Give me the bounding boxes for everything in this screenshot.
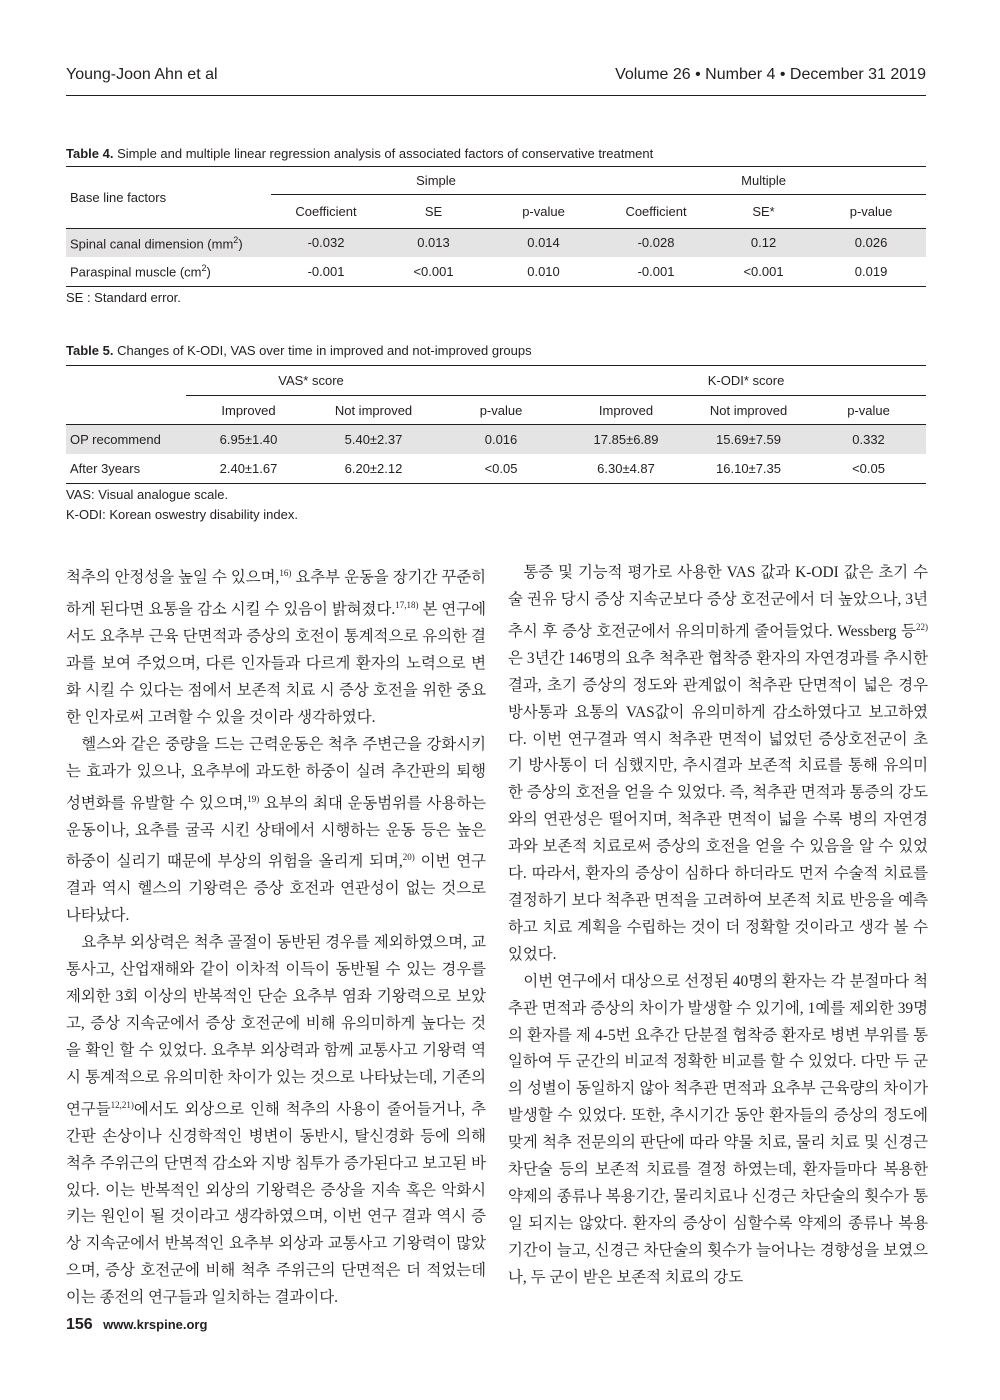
page-number: 156 xyxy=(66,1316,93,1333)
table-cell: 0.014 xyxy=(486,229,601,257)
table5-row-label: OP recommend xyxy=(66,425,186,454)
table-row xyxy=(66,425,926,454)
page-footer xyxy=(66,1316,207,1334)
table-cell: -0.032 xyxy=(271,229,381,257)
table4-col-header: SE xyxy=(381,195,486,229)
table4 xyxy=(66,166,926,287)
running-header-authors: Young-Joon Ahn et al xyxy=(66,66,218,83)
table-cell: 0.332 xyxy=(811,425,926,454)
table5-footnote: K-ODI: Korean oswestry disability index. xyxy=(66,507,298,522)
body-paragraph: 헬스와 같은 중량을 드는 근력운동은 척추 주변근을 강화시키는 효과가 있으나, 요추부에 과도한 하중이 실려 추간판의 퇴행성변화를 유발할 수 있으며,$^{19)}$ 요부의 최대 운동범위를 사용하는 운동이나, 요추를 굴곡 시킨 상태에서 시행하는 운동 등은 높은 하중이 실리기 때문에 부상의 위험을 올리게 되며,$^{20)}$ 이번 연구 결과 역시 헬스의 기왕력은 증상 호전과 연관성이 없는 것으로 나타났다. xyxy=(66,735,487,925)
table-cell: 0.026 xyxy=(816,229,926,257)
body-paragraph: 척추의 안정성을 높일 수 있으며,$^{16)}$ 요추부 운동을 장기간 꾸준히 하게 된다면 요통을 감소 시킬 수 있음이 밝혀졌다.$^{17,18)}$ 본 연구에서도 요추부 근육 단면적과 증상의 호전이 통계적으로 유의한 결과를 보여 주었으며, 다른 인자들과 다르게 환자의 노력으로 변화 시킬 수 있다는 점에서 보존적 치료 시 증상 호전을 위한 중요한 인자로써 고려할 수 있을 것이라 생각하였다. xyxy=(66,568,486,726)
table5-group-vas: VAS* score xyxy=(186,366,436,396)
table-cell: <0.001 xyxy=(711,257,816,287)
table4-footnote: SE : Standard error. xyxy=(66,290,181,305)
table-cell: 6.20±2.12 xyxy=(311,454,436,484)
header-divider xyxy=(66,95,926,96)
table-cell: 6.95±1.40 xyxy=(186,425,311,454)
table4-label: Table 4. xyxy=(66,146,114,161)
journal-website: www.krspine.org xyxy=(103,1317,208,1332)
table-cell: 17.85±6.89 xyxy=(566,425,686,454)
table4-col-header: SE* xyxy=(711,195,816,229)
running-header-journal-info: Volume 26 • Number 4 • December 31 2019 xyxy=(615,66,926,83)
body-paragraph: 이번 연구에서 대상으로 선정된 40명의 환자는 각 분절마다 척추관 면적과 증상의 차이가 발생할 수 있기에, 1예를 제외한 39명의 환자를 제 4-5번 요추간 단분절 협착증 환자로 병변 부위를 통일하여 두 군간의 비교적 정확한 비교를 할 수 있었다. 다만 두 군의 성별이 동일하지 않아 척추관 면적과 요추부 근육량의 차이가 발생할 수 있었다. 또한, 추시기간 동안 환자들의 증상의 정도에 맞게 척추 전문의의 판단에 따라 약물 치료, 물리 치료 및 신경근 차단술 등의 보존적 치료를 결정 하였는데, 환자들마다 복용한 약제의 종류나 복용기간, 물리치료나 신경근 차단술의 횟수가 통일 되지는 않았다. 환자의 증상이 심할수록 약제의 종류나 복용기간이 늘고, 신경근 차단술의 횟수가 늘어나는 경향성을 보였으나, 두 군이 받은 보존적 치료의 강도 xyxy=(508,972,928,1286)
table5-col-header: Not improved xyxy=(311,396,436,425)
table5-corner xyxy=(66,396,186,425)
table-cell: <0.05 xyxy=(436,454,566,484)
running-header xyxy=(66,62,926,90)
table-cell: 5.40±2.37 xyxy=(311,425,436,454)
table5-row-label: After 3years xyxy=(66,454,186,484)
table5-footnotes xyxy=(66,485,298,525)
body-left-column xyxy=(66,560,486,1312)
citation-ref: 22) xyxy=(916,621,928,632)
table4-row-label: Spinal canal dimension $(mm^2)$ xyxy=(66,229,271,257)
table5 xyxy=(66,365,926,484)
table4-col-header: Coefficient xyxy=(601,195,711,229)
table5-col-header: Not improved xyxy=(686,396,811,425)
body-paragraph: 통증 및 기능적 평가로 사용한 VAS 값과 K-ODI 값은 초기 수술 권유 당시 증상 지속군보다 증상 호전군에서 더 높았으나, 3년 추시 후 증상 호전군에서 유의미하게 줄어들었다. Wessberg 등$^{22)}$은 3년간 146명의 요추 척추관 협착증 환자의 자연경과를 추시한 결과, 초기 증상의 정도와 관계없이 척추관 단면적이 넓은 경우 방사통과 요통의 VAS값이 유의미하게 감소하였다고 보고하였다. 이번 연구결과 역시 척추관 면적이 넓었던 증상호전군이 초기 방사통이 더 심했지만, 추시결과 보존적 치료를 통해 유의미한 증상의 호전을 얻을 수 있었다. 즉, 척추관 면적과 통증의 강도와의 연관성은 떨어지며, 척추관 면적이 넓을 수록 병의 자연경과와 보존적 치료로써 증상의 호전을 얻을 수 있음을 알 수 있었다. 따라서, 환자의 증상이 심하다 하더라도 먼저 수술적 치료를 결정하기 보다 척추관 면적을 고려하여 보존적 치료 반응을 예측하고 치료 계획을 수립하는 것이 더 정확할 것이라고 생각 볼 수 있었다. xyxy=(508,564,928,963)
table-cell: 0.12 xyxy=(711,229,816,257)
table-cell: 0.019 xyxy=(816,257,926,287)
table-row xyxy=(66,257,926,287)
citation-ref: 17,18) xyxy=(395,600,419,611)
citation-ref: 19) xyxy=(247,793,260,804)
table5-col-header: Improved xyxy=(566,396,686,425)
table-cell: -0.001 xyxy=(601,257,711,287)
table4-group-multiple: Multiple xyxy=(601,167,926,195)
table5-caption-text: Changes of K-ODI, VAS over time in improved and not-improved groups xyxy=(117,343,532,358)
table4-caption xyxy=(66,146,926,161)
table4-caption-text: Simple and multiple linear regression analysis of associated factors of conservative treatment xyxy=(117,146,654,161)
table-cell: 15.69±7.59 xyxy=(686,425,811,454)
table-cell: 0.016 xyxy=(436,425,566,454)
table4-row-header: Base line factors xyxy=(66,167,271,229)
table-row xyxy=(66,454,926,484)
table4-col-header: p-value xyxy=(816,195,926,229)
table5-group-kodi: K-ODI* score xyxy=(566,366,926,396)
table-cell: <0.001 xyxy=(381,257,486,287)
table-cell: 0.013 xyxy=(381,229,486,257)
table-cell: 0.010 xyxy=(486,257,601,287)
citation-ref: 20) xyxy=(402,852,415,863)
body-right-column xyxy=(508,560,928,1292)
body-paragraph: 요추부 외상력은 척추 골절이 동반된 경우를 제외하였으며, 교통사고, 산업재해와 같이 이차적 이득이 동반될 수 있는 경우를 제외한 3회 이상의 반복적인 단순 요추부 염좌 기왕력으로 보았고, 증상 지속군에서 증상 호전군에 비해 유의미하게 높다는 것을 확인 할 수 있었다. 요추부 외상력과 함께 교통사고 기왕력 역시 통계적으로 유의미한 차이가 있는 것으로 나타났는데, 기존의 연구들$^{12,21)}$에서도 외상으로 인해 척추의 사용이 줄어들거나, 추간판 손상이나 신경학적인 병변이 동반시, 탈신경화 등에 의해 척추 주위근의 단면적 감소와 지방 침투가 증가된다고 보고된 바 있다. 이는 반복적인 외상의 기왕력은 증상을 지속 혹은 악화시키는 원인이 될 것이라고 생각하였으며, 이번 연구 결과 역시 증상 지속군에서 반복적인 요추부 외상과 교통사고 기왕력이 많았으며, 증상 호전군에 비해 척추 주위근의 단면적은 더 적었는데 이는 종전의 연구들과 일치하는 결과이다. xyxy=(66,934,486,1307)
citation-ref: 12,21) xyxy=(110,1099,134,1110)
table4-col-header: Coefficient xyxy=(271,195,381,229)
table4-group-header-row xyxy=(66,167,926,195)
table5-col-header: p-value xyxy=(811,396,926,425)
table-cell: 16.10±7.35 xyxy=(686,454,811,484)
table5-caption xyxy=(66,343,926,358)
table5-col-header: Improved xyxy=(186,396,311,425)
table5-group-header-row xyxy=(66,366,926,396)
table-cell: 2.40±1.67 xyxy=(186,454,311,484)
table5-footnote: VAS: Visual analogue scale. xyxy=(66,487,229,502)
table-row xyxy=(66,229,926,257)
citation-ref: 16) xyxy=(279,568,292,578)
table-cell: -0.028 xyxy=(601,229,711,257)
table4-col-header: p-value xyxy=(486,195,601,229)
table4-row-label: Paraspinal muscle $(cm^2)$ xyxy=(66,257,271,287)
table-cell: -0.001 xyxy=(271,257,381,287)
table5-label: Table 5. xyxy=(66,343,114,358)
table4-group-simple: Simple xyxy=(271,167,601,195)
table5-corner xyxy=(66,366,186,396)
table-cell: <0.05 xyxy=(811,454,926,484)
table-cell: 6.30±4.87 xyxy=(566,454,686,484)
table5-spacer xyxy=(436,366,566,396)
table5-col-header: p-value xyxy=(436,396,566,425)
table5-column-header-row xyxy=(66,396,926,425)
